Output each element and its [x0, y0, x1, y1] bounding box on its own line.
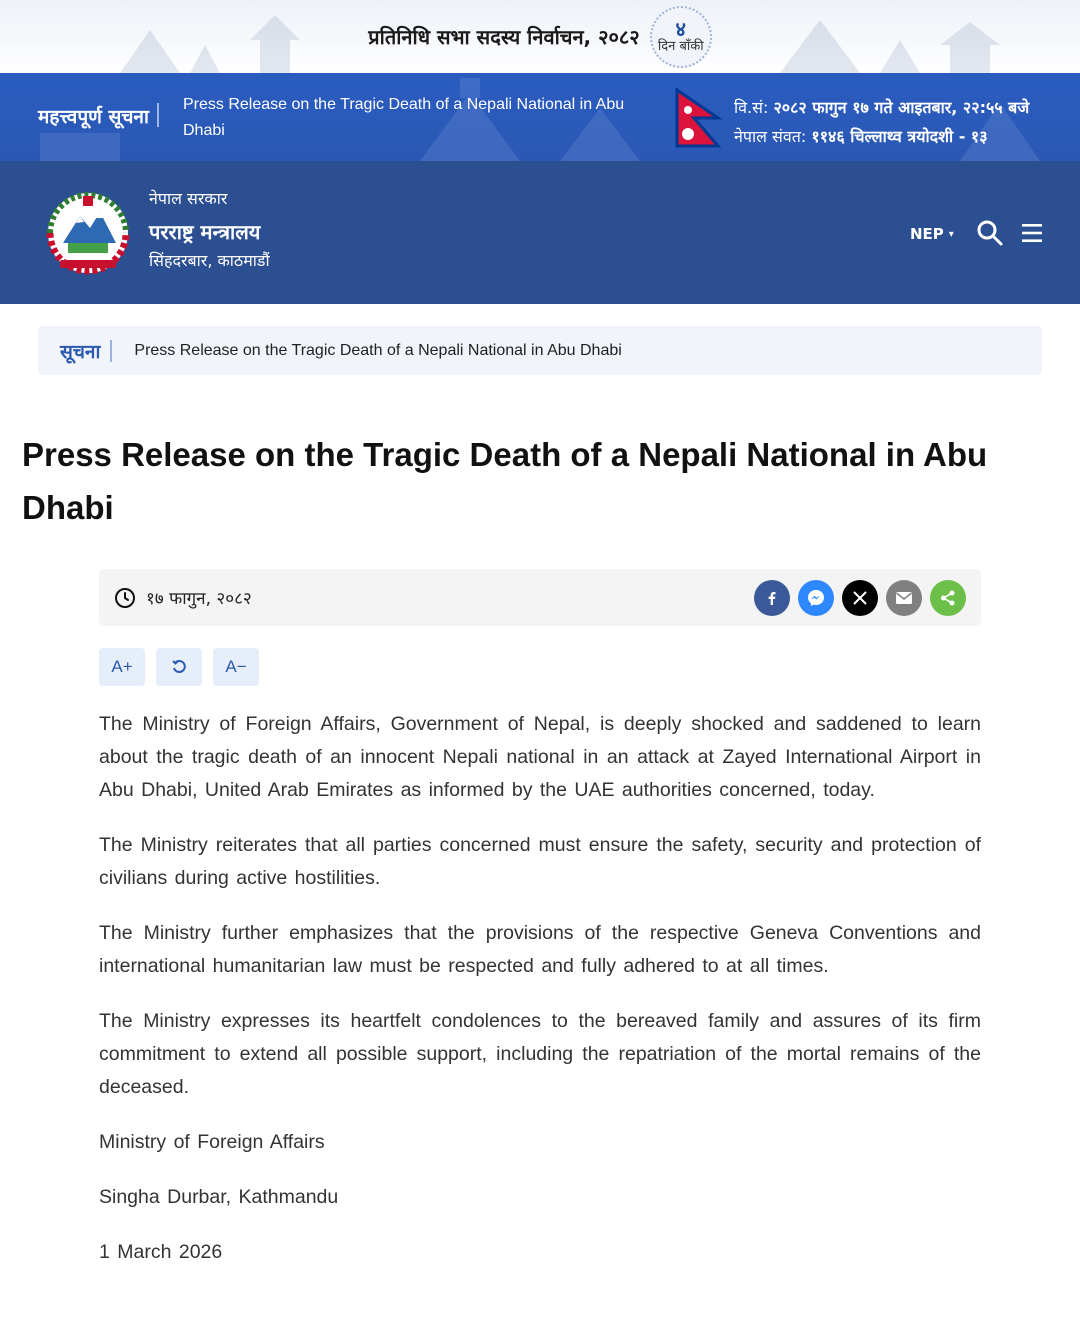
chevron-down-icon: ▾: [948, 228, 954, 240]
notice-link[interactable]: Press Release on the Tragic Death of a Nepali National in Abu Dhabi: [183, 96, 625, 139]
messenger-icon: [806, 588, 826, 608]
decrease-font-button[interactable]: A−: [213, 648, 259, 686]
signature-date: 1 March 2026: [99, 1241, 223, 1263]
ministry-header: [0, 161, 1080, 304]
language-selector[interactable]: [910, 225, 954, 243]
breadcrumb-divider: [110, 340, 112, 362]
increase-font-button[interactable]: A+: [99, 648, 145, 686]
breadcrumb-current: Press Release on the Tragic Death of a Nepali National in Abu Dhabi: [134, 341, 622, 359]
election-banner: [0, 0, 1080, 73]
ministry-location: सिंहदरबार, काठमाडौं: [149, 251, 270, 270]
days-remaining-label: दिन बाँकी: [657, 38, 704, 54]
clock-icon: [114, 587, 136, 609]
breadcrumb: [38, 326, 1042, 375]
language-selector-label: NEP: [910, 225, 944, 243]
email-icon: [895, 591, 913, 605]
article-paragraph: The Ministry expresses its heartfelt condolences to the bereaved family and assures of its firm commitment to extend all possible support, including the repatriation of the mortal remains of the deceased.: [99, 1010, 981, 1098]
article-paragraph: The Ministry further emphasizes that the provisions of the respective Geneva Conventions and international humanitarian law must be respected and fully adhered to at all times.: [99, 922, 981, 977]
x-icon: [852, 590, 868, 606]
messenger-share-button[interactable]: [798, 580, 834, 616]
share-buttons: [754, 580, 966, 616]
days-remaining-badge: [650, 6, 712, 68]
article-meta-bar: [99, 569, 981, 626]
bikram-sambat-date: २०८२ फागुन १७ गते आइतबार, २२:५५ बजे: [773, 98, 1030, 117]
facebook-icon: [765, 591, 779, 605]
reset-icon: [171, 659, 187, 675]
election-title: प्रतिनिधि सभा सदस्य निर्वाचन, २०८२: [368, 25, 640, 49]
nepal-sambat-date: ११४६ चिल्लाथ्व त्रयोदशी - १३: [811, 127, 988, 146]
breadcrumb-section-link[interactable]: सूचना: [60, 340, 101, 363]
article-body: [99, 708, 981, 1291]
nepal-flag-icon: [674, 88, 724, 150]
days-remaining-number: ४: [675, 16, 686, 41]
nepal-emblem-logo[interactable]: [38, 188, 138, 278]
nepal-sambat-prefix: नेपाल संवत:: [734, 127, 807, 146]
important-notice-bar: [0, 73, 1080, 161]
search-icon[interactable]: [976, 219, 1004, 247]
signature-organization: Ministry of Foreign Affairs: [99, 1131, 325, 1153]
article-paragraph: The Ministry of Foreign Affairs, Government of Nepal, is deeply shocked and saddened to learn about the tragic death of an innocent Nepali national in an attack at Zayed International Airport in Abu Dhabi, United Arab Emirates as informed by the UAE authorities concerned, today.: [99, 713, 981, 801]
share-icon: [939, 589, 957, 607]
notice-divider: [157, 103, 159, 127]
article-paragraph: The Ministry reiterates that all parties concerned must ensure the safety, security and protection of civilians during active hostilities.: [99, 834, 981, 889]
page-title: Press Release on the Tragic Death of a Nepali National in Abu Dhabi: [22, 436, 988, 526]
publish-date: १७ फागुन, २०८२: [146, 589, 252, 609]
government-label: नेपाल सरकार: [149, 189, 228, 208]
generic-share-button[interactable]: [930, 580, 966, 616]
font-size-controls: [99, 648, 259, 686]
notice-label: महत्त्वपूर्ण सूचना: [38, 106, 149, 128]
ministry-name[interactable]: परराष्ट्र मन्त्रालय: [149, 220, 261, 244]
x-share-button[interactable]: [842, 580, 878, 616]
hamburger-menu-icon[interactable]: [1020, 221, 1044, 245]
email-share-button[interactable]: [886, 580, 922, 616]
facebook-share-button[interactable]: [754, 580, 790, 616]
signature-place: Singha Durbar, Kathmandu: [99, 1186, 339, 1208]
date-display: [734, 93, 1029, 151]
reset-font-button[interactable]: [156, 648, 202, 686]
date-prefix: वि.सं:: [734, 98, 769, 117]
